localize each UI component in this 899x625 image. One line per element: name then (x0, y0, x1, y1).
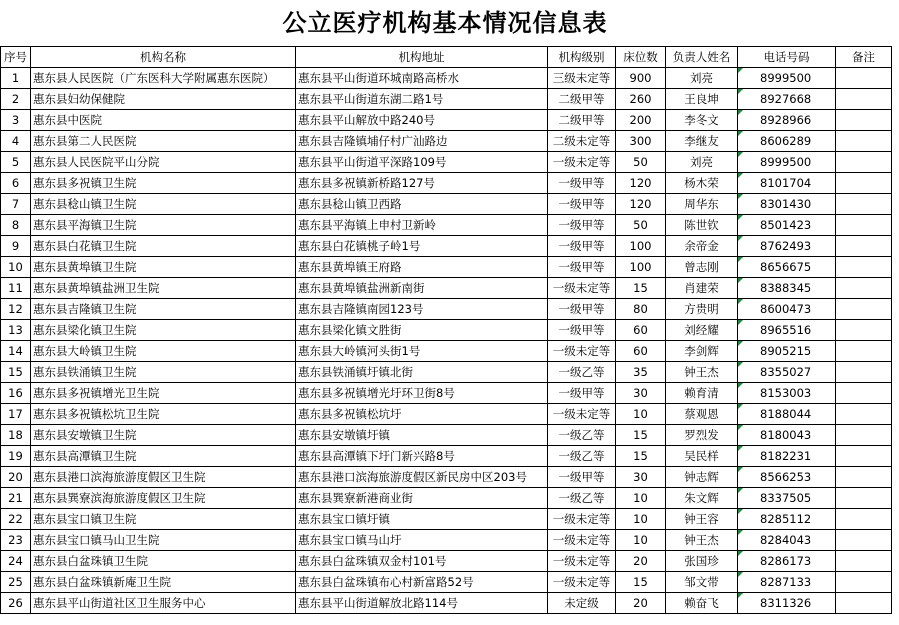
phone-text: 8762493 (760, 239, 812, 253)
phone-text: 8337505 (760, 491, 812, 505)
cell-address[interactable]: 惠东县多祝镇新桥路127号 (296, 173, 548, 194)
cell-remarks[interactable] (836, 131, 892, 152)
table-row (1, 593, 892, 614)
cell-level[interactable]: 一级未定等 (548, 509, 616, 530)
cell-address[interactable]: 惠东县港口滨海旅游度假区新民房中区203号 (296, 467, 548, 488)
cell-index[interactable]: 3 (1, 110, 31, 131)
cell-phone[interactable] (738, 509, 836, 530)
cell-name[interactable]: 惠东县梁化镇卫生院 (31, 320, 296, 341)
cell-address[interactable]: 惠东县宝口镇圩镇 (296, 509, 548, 530)
cell-name[interactable]: 惠东县巽寮滨海旅游度假区卫生院 (31, 488, 296, 509)
cell-address[interactable]: 惠东县白盆珠镇布心村新富路52号 (296, 572, 548, 593)
cell-manager[interactable]: 肖建荣 (666, 278, 738, 299)
cell-phone[interactable] (738, 341, 836, 362)
cell-phone[interactable] (738, 593, 836, 614)
cell-phone[interactable] (738, 152, 836, 173)
cell-name[interactable]: 惠东县人民医院（广东医科大学附属惠东医院） (31, 68, 296, 89)
cell-phone[interactable] (738, 551, 836, 572)
cell-remarks[interactable] (836, 383, 892, 404)
phone-text: 8188044 (760, 407, 812, 421)
cell-beds[interactable]: 15 (616, 446, 666, 467)
phone-text: 8656675 (760, 260, 812, 274)
cell-level[interactable]: 一级甲等 (548, 194, 616, 215)
cell-remarks[interactable] (836, 152, 892, 173)
cell-beds[interactable]: 10 (616, 530, 666, 551)
cell-level[interactable]: 一级未定等 (548, 572, 616, 593)
cell-address[interactable]: 惠东县平山解放中路240号 (296, 110, 548, 131)
table-row (1, 257, 892, 278)
cell-beds[interactable]: 50 (616, 215, 666, 236)
cell-address[interactable]: 惠东县稔山镇卫西路 (296, 194, 548, 215)
cell-phone[interactable] (738, 488, 836, 509)
cell-phone[interactable] (738, 89, 836, 110)
cell-manager[interactable]: 朱文辉 (666, 488, 738, 509)
cell-manager[interactable]: 钟王杰 (666, 362, 738, 383)
table-row (1, 383, 892, 404)
cell-beds[interactable]: 30 (616, 383, 666, 404)
cell-beds[interactable]: 50 (616, 152, 666, 173)
cell-level[interactable]: 一级乙等 (548, 425, 616, 446)
cell-remarks[interactable] (836, 236, 892, 257)
cell-index[interactable]: 1 (1, 68, 31, 89)
cell-level[interactable]: 一级未定等 (548, 152, 616, 173)
table-row (1, 215, 892, 236)
table-row (1, 173, 892, 194)
cell-index[interactable]: 2 (1, 89, 31, 110)
cell-index[interactable]: 14 (1, 341, 31, 362)
phone-text: 8999500 (760, 155, 812, 169)
table-row (1, 509, 892, 530)
cell-remarks[interactable] (836, 404, 892, 425)
table-row (1, 89, 892, 110)
cell-manager[interactable]: 钟王杰 (666, 530, 738, 551)
cell-level[interactable]: 一级未定等 (548, 530, 616, 551)
cell-address[interactable]: 惠东县平山街道环城南路高桥水 (296, 68, 548, 89)
cell-name[interactable]: 惠东县高潭镇卫生院 (31, 446, 296, 467)
cell-address[interactable]: 惠东县平山街道平深路109号 (296, 152, 548, 173)
header-address: 机构地址 (296, 47, 548, 68)
cell-name[interactable]: 惠东县妇幼保健院 (31, 89, 296, 110)
cell-index[interactable]: 11 (1, 278, 31, 299)
table-row (1, 530, 892, 551)
table-row (1, 341, 892, 362)
cell-beds[interactable]: 80 (616, 299, 666, 320)
cell-name[interactable]: 惠东县多祝镇增光卫生院 (31, 383, 296, 404)
cell-marker-icon (738, 446, 743, 451)
cell-remarks[interactable] (836, 215, 892, 236)
cell-marker-icon (738, 551, 743, 556)
cell-name[interactable]: 惠东县黄埠镇盐洲卫生院 (31, 278, 296, 299)
header-level: 机构级别 (548, 47, 616, 68)
cell-phone[interactable] (738, 530, 836, 551)
phone-text: 8927668 (760, 92, 812, 106)
cell-phone[interactable] (738, 68, 836, 89)
cell-remarks[interactable] (836, 446, 892, 467)
phone-text: 8301430 (760, 197, 812, 211)
cell-address[interactable]: 惠东县白盆珠镇双金村101号 (296, 551, 548, 572)
cell-level[interactable]: 一级未定等 (548, 404, 616, 425)
cell-phone[interactable] (738, 383, 836, 404)
cell-marker-icon (738, 215, 743, 220)
cell-level[interactable]: 一级乙等 (548, 446, 616, 467)
cell-address[interactable]: 惠东县黄埠镇盐洲新南街 (296, 278, 548, 299)
cell-beds[interactable]: 10 (616, 488, 666, 509)
header-name: 机构名称 (31, 47, 296, 68)
cell-phone[interactable] (738, 572, 836, 593)
phone-text: 8182231 (760, 449, 812, 463)
phone-text: 8600473 (760, 302, 812, 316)
cell-remarks[interactable] (836, 89, 892, 110)
cell-phone[interactable] (738, 131, 836, 152)
cell-name[interactable]: 惠东县白花镇卫生院 (31, 236, 296, 257)
cell-manager[interactable]: 周华东 (666, 194, 738, 215)
cell-name[interactable]: 惠东县安墩镇卫生院 (31, 425, 296, 446)
table-row (1, 278, 892, 299)
cell-level[interactable]: 一级未定等 (548, 551, 616, 572)
table-row (1, 488, 892, 509)
cell-index[interactable]: 12 (1, 299, 31, 320)
cell-name[interactable]: 惠东县中医院 (31, 110, 296, 131)
cell-beds[interactable]: 15 (616, 572, 666, 593)
cell-address[interactable]: 惠东县多祝镇增光圩环卫街8号 (296, 383, 548, 404)
phone-text: 8388345 (760, 281, 812, 295)
cell-name[interactable]: 惠东县人民医院平山分院 (31, 152, 296, 173)
cell-index[interactable]: 16 (1, 383, 31, 404)
cell-address[interactable]: 惠东县安墩镇圩镇 (296, 425, 548, 446)
cell-manager[interactable]: 余帝金 (666, 236, 738, 257)
cell-beds[interactable]: 120 (616, 194, 666, 215)
table-row (1, 299, 892, 320)
cell-address[interactable]: 惠东县吉隆镇南园123号 (296, 299, 548, 320)
cell-marker-icon (738, 362, 743, 367)
cell-remarks[interactable] (836, 467, 892, 488)
cell-level[interactable]: 一级甲等 (548, 215, 616, 236)
cell-manager[interactable]: 蔡观恩 (666, 404, 738, 425)
cell-beds[interactable]: 900 (616, 68, 666, 89)
cell-remarks[interactable] (836, 551, 892, 572)
cell-index[interactable]: 7 (1, 194, 31, 215)
cell-remarks[interactable] (836, 299, 892, 320)
cell-index[interactable]: 25 (1, 572, 31, 593)
cell-index[interactable]: 21 (1, 488, 31, 509)
phone-text: 8287133 (760, 575, 812, 589)
table-row (1, 131, 892, 152)
cell-marker-icon (738, 320, 743, 325)
cell-phone[interactable] (738, 425, 836, 446)
phone-text: 8965516 (760, 323, 812, 337)
table-row (1, 551, 892, 572)
institution-table (0, 46, 892, 614)
cell-index[interactable]: 18 (1, 425, 31, 446)
cell-beds[interactable]: 15 (616, 278, 666, 299)
cell-phone[interactable] (738, 467, 836, 488)
cell-remarks[interactable] (836, 509, 892, 530)
cell-beds[interactable]: 100 (616, 257, 666, 278)
table-header-row (1, 47, 892, 68)
cell-manager[interactable]: 杨木荣 (666, 173, 738, 194)
cell-index[interactable]: 6 (1, 173, 31, 194)
table-row (1, 572, 892, 593)
cell-name[interactable]: 惠东县宝口镇马山卫生院 (31, 530, 296, 551)
cell-phone[interactable] (738, 215, 836, 236)
cell-index[interactable]: 19 (1, 446, 31, 467)
phone-text: 8999500 (760, 71, 812, 85)
cell-manager[interactable]: 钟王容 (666, 509, 738, 530)
cell-name[interactable]: 惠东县白盆珠镇新庵卫生院 (31, 572, 296, 593)
cell-index[interactable]: 23 (1, 530, 31, 551)
cell-beds[interactable]: 30 (616, 467, 666, 488)
cell-name[interactable]: 惠东县黄埠镇卫生院 (31, 257, 296, 278)
cell-marker-icon (738, 89, 743, 94)
cell-remarks[interactable] (836, 593, 892, 614)
table-row (1, 194, 892, 215)
cell-index[interactable]: 13 (1, 320, 31, 341)
cell-level[interactable]: 一级乙等 (548, 488, 616, 509)
cell-marker-icon (738, 68, 743, 73)
table-row (1, 152, 892, 173)
cell-address[interactable]: 惠东县梁化镇文胜街 (296, 320, 548, 341)
cell-level[interactable]: 一级未定等 (548, 278, 616, 299)
cell-remarks[interactable] (836, 488, 892, 509)
cell-marker-icon (738, 530, 743, 535)
cell-marker-icon (738, 173, 743, 178)
cell-marker-icon (738, 425, 743, 430)
cell-beds[interactable]: 10 (616, 509, 666, 530)
cell-level[interactable]: 一级甲等 (548, 299, 616, 320)
cell-remarks[interactable] (836, 110, 892, 131)
phone-text: 8928966 (760, 113, 812, 127)
cell-level[interactable]: 一级甲等 (548, 320, 616, 341)
cell-index[interactable]: 24 (1, 551, 31, 572)
cell-address[interactable]: 惠东县平山街道东湖二路1号 (296, 89, 548, 110)
cell-manager[interactable]: 李继友 (666, 131, 738, 152)
cell-manager[interactable]: 吴民样 (666, 446, 738, 467)
cell-name[interactable]: 惠东县吉隆镇卫生院 (31, 299, 296, 320)
cell-beds[interactable]: 15 (616, 425, 666, 446)
cell-manager[interactable]: 邹文带 (666, 572, 738, 593)
cell-address[interactable]: 惠东县宝口镇马山圩 (296, 530, 548, 551)
cell-manager[interactable]: 陈世钦 (666, 215, 738, 236)
cell-level[interactable]: 一级甲等 (548, 257, 616, 278)
cell-phone[interactable] (738, 173, 836, 194)
cell-remarks[interactable] (836, 425, 892, 446)
cell-beds[interactable]: 200 (616, 110, 666, 131)
cell-address[interactable]: 惠东县铁涌镇圩镇北街 (296, 362, 548, 383)
cell-level[interactable]: 二级甲等 (548, 110, 616, 131)
cell-manager[interactable]: 赖育清 (666, 383, 738, 404)
cell-address[interactable]: 惠东县平海镇上申村卫新岭 (296, 215, 548, 236)
table-row (1, 425, 892, 446)
cell-level[interactable]: 一级未定等 (548, 341, 616, 362)
cell-manager[interactable]: 刘亮 (666, 152, 738, 173)
cell-manager[interactable]: 曾志刚 (666, 257, 738, 278)
cell-level[interactable]: 一级乙等 (548, 362, 616, 383)
cell-marker-icon (738, 509, 743, 514)
cell-beds[interactable]: 20 (616, 593, 666, 614)
cell-beds[interactable]: 10 (616, 404, 666, 425)
cell-marker-icon (738, 467, 743, 472)
cell-manager[interactable]: 张国珍 (666, 551, 738, 572)
cell-marker-icon (738, 236, 743, 241)
cell-level[interactable]: 三级未定等 (548, 68, 616, 89)
cell-marker-icon (738, 593, 743, 598)
cell-marker-icon (738, 383, 743, 388)
cell-phone[interactable] (738, 278, 836, 299)
cell-remarks[interactable] (836, 362, 892, 383)
cell-name[interactable]: 惠东县多祝镇松坑卫生院 (31, 404, 296, 425)
cell-remarks[interactable] (836, 572, 892, 593)
cell-beds[interactable]: 20 (616, 551, 666, 572)
sheet-title: 公立医疗机构基本情况信息表 (282, 9, 608, 37)
cell-name[interactable]: 惠东县港口滨海旅游度假区卫生院 (31, 467, 296, 488)
cell-beds[interactable]: 300 (616, 131, 666, 152)
cell-name[interactable]: 惠东县大岭镇卫生院 (31, 341, 296, 362)
phone-text: 8286173 (760, 554, 812, 568)
table-row (1, 236, 892, 257)
cell-index[interactable]: 9 (1, 236, 31, 257)
cell-level[interactable]: 二级甲等 (548, 89, 616, 110)
cell-index[interactable]: 22 (1, 509, 31, 530)
cell-name[interactable]: 惠东县铁涌镇卫生院 (31, 362, 296, 383)
cell-name[interactable]: 惠东县多祝镇卫生院 (31, 173, 296, 194)
cell-level[interactable]: 一级甲等 (548, 173, 616, 194)
cell-marker-icon (738, 404, 743, 409)
cell-manager[interactable]: 刘亮 (666, 68, 738, 89)
cell-beds[interactable]: 60 (616, 341, 666, 362)
cell-index[interactable]: 5 (1, 152, 31, 173)
cell-phone[interactable] (738, 236, 836, 257)
cell-name[interactable]: 惠东县稔山镇卫生院 (31, 194, 296, 215)
cell-remarks[interactable] (836, 278, 892, 299)
cell-marker-icon (738, 488, 743, 493)
phone-text: 8285112 (760, 512, 812, 526)
cell-level[interactable]: 二级未定等 (548, 131, 616, 152)
cell-address[interactable]: 惠东县吉隆镇埔仔村广汕路边 (296, 131, 548, 152)
header-index: 序号 (1, 47, 31, 68)
cell-manager[interactable]: 王良坤 (666, 89, 738, 110)
cell-marker-icon (738, 194, 743, 199)
table-row (1, 467, 892, 488)
cell-index[interactable]: 8 (1, 215, 31, 236)
cell-index[interactable]: 10 (1, 257, 31, 278)
header-phone: 电话号码 (738, 47, 836, 68)
cell-name[interactable]: 惠东县平海镇卫生院 (31, 215, 296, 236)
cell-index[interactable]: 26 (1, 593, 31, 614)
phone-text: 8101704 (760, 176, 812, 190)
cell-manager[interactable]: 罗烈发 (666, 425, 738, 446)
table-row (1, 362, 892, 383)
cell-beds[interactable]: 100 (616, 236, 666, 257)
cell-index[interactable]: 20 (1, 467, 31, 488)
header-remarks: 备注 (836, 47, 892, 68)
phone-text: 8501423 (760, 218, 812, 232)
table-row (1, 110, 892, 131)
phone-text: 8905215 (760, 344, 812, 358)
phone-text: 8284043 (760, 533, 812, 547)
cell-phone[interactable] (738, 320, 836, 341)
cell-manager[interactable]: 刘经耀 (666, 320, 738, 341)
cell-marker-icon (738, 572, 743, 577)
cell-name[interactable]: 惠东县平山街道社区卫生服务中心 (31, 593, 296, 614)
phone-text: 8606289 (760, 134, 812, 148)
cell-manager[interactable]: 方贵明 (666, 299, 738, 320)
cell-index[interactable]: 4 (1, 131, 31, 152)
phone-text: 8355027 (760, 365, 812, 379)
cell-phone[interactable] (738, 257, 836, 278)
cell-remarks[interactable] (836, 257, 892, 278)
cell-address[interactable]: 惠东县平山街道解放北路114号 (296, 593, 548, 614)
header-beds: 床位数 (616, 47, 666, 68)
cell-manager[interactable]: 钟志辉 (666, 467, 738, 488)
cell-manager[interactable]: 李冬文 (666, 110, 738, 131)
cell-marker-icon (738, 110, 743, 115)
table-row (1, 446, 892, 467)
cell-address[interactable]: 惠东县黄埠镇王府路 (296, 257, 548, 278)
phone-text: 8180043 (760, 428, 812, 442)
cell-marker-icon (738, 152, 743, 157)
table-row (1, 404, 892, 425)
cell-index[interactable]: 15 (1, 362, 31, 383)
table-row (1, 320, 892, 341)
cell-phone[interactable] (738, 362, 836, 383)
cell-address[interactable]: 惠东县大岭镇河头街1号 (296, 341, 548, 362)
cell-marker-icon (738, 257, 743, 262)
cell-phone[interactable] (738, 194, 836, 215)
cell-beds[interactable]: 35 (616, 362, 666, 383)
cell-phone[interactable] (738, 110, 836, 131)
cell-level[interactable]: 未定级 (548, 593, 616, 614)
cell-remarks[interactable] (836, 341, 892, 362)
cell-manager[interactable]: 李剑辉 (666, 341, 738, 362)
cell-manager[interactable]: 赖奋飞 (666, 593, 738, 614)
phone-text: 8566253 (760, 470, 812, 484)
cell-address[interactable]: 惠东县巽寮新港商业街 (296, 488, 548, 509)
phone-text: 8311326 (760, 596, 812, 610)
cell-remarks[interactable] (836, 68, 892, 89)
cell-name[interactable]: 惠东县白盆珠镇卫生院 (31, 551, 296, 572)
cell-marker-icon (738, 131, 743, 136)
cell-beds[interactable]: 120 (616, 173, 666, 194)
cell-remarks[interactable] (836, 320, 892, 341)
cell-address[interactable]: 惠东县白花镇桃子岭1号 (296, 236, 548, 257)
cell-beds[interactable]: 60 (616, 320, 666, 341)
cell-index[interactable]: 17 (1, 404, 31, 425)
cell-remarks[interactable] (836, 194, 892, 215)
cell-level[interactable]: 一级甲等 (548, 383, 616, 404)
cell-marker-icon (738, 299, 743, 304)
cell-address[interactable]: 惠东县多祝镇松坑圩 (296, 404, 548, 425)
cell-remarks[interactable] (836, 173, 892, 194)
cell-address[interactable]: 惠东县高潭镇下圩门新兴路8号 (296, 446, 548, 467)
cell-name[interactable]: 惠东县第二人民医院 (31, 131, 296, 152)
cell-beds[interactable]: 260 (616, 89, 666, 110)
phone-text: 8153003 (760, 386, 812, 400)
cell-phone[interactable] (738, 299, 836, 320)
cell-name[interactable]: 惠东县宝口镇卫生院 (31, 509, 296, 530)
cell-phone[interactable] (738, 404, 836, 425)
cell-level[interactable]: 一级甲等 (548, 236, 616, 257)
cell-level[interactable]: 一级甲等 (548, 467, 616, 488)
cell-marker-icon (738, 341, 743, 346)
table-row (1, 68, 892, 89)
header-manager: 负责人姓名 (666, 47, 738, 68)
cell-remarks[interactable] (836, 530, 892, 551)
cell-phone[interactable] (738, 446, 836, 467)
cell-marker-icon (738, 278, 743, 283)
